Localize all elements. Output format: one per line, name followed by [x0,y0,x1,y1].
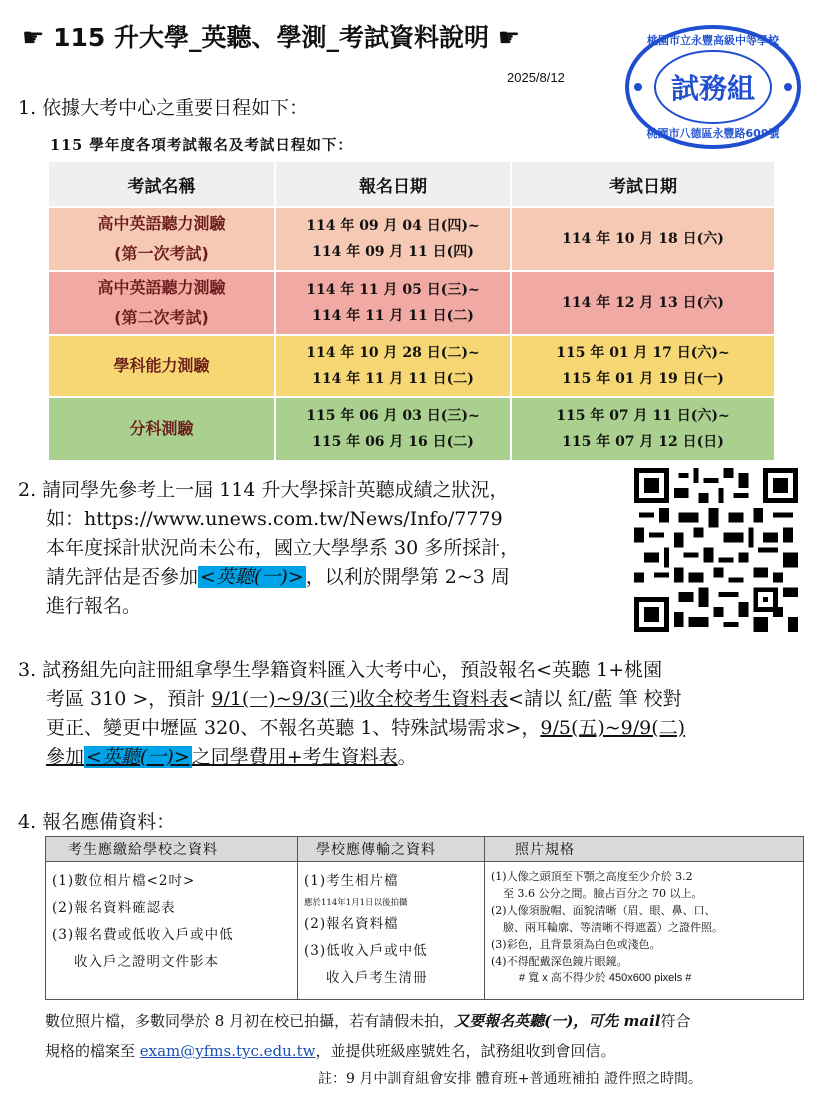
registration-date-cell: 114 年 11 月 05 日(三)~ 114 年 11 月 11 日(二) [275,271,511,335]
item-2: 2. 請同學先參考上一屆 114 升大學採計英聽成績之狀況， 如：https://www.unews.com.tw/News/Info/7779 本年度採計狀況尚未公布，國立大學學系 30 多所採計， 請先評估是否參加 <英聽(一)> ，以利於開學第 2~3 周 進行報名。 [18,479,520,617]
exam-date-cell: 115 年 01 月 17 日(六)~ 115 年 01 月 19 日(一) [511,335,775,397]
item-3: 3. 試務組先向註冊組拿學生學籍資料匯入大考中心，預設報名<英聽 1+桃園 考區 310 >，預計 9/1(一)~9/3(三)收全校考生資料表<請以 紅/藍 筆 校對 更正、變更中壢區 320、不報名英聽 1、特殊試場需求>，9/5(五)~9/9(二) 參加 <英聽(一)> 之同學費用+考生資料表。 [18,659,686,768]
schedule-header-exam: 考試日期 [511,161,775,207]
schedule-header-name: 考試名稱 [48,161,275,207]
exam-date-cell: 114 年 10 月 18 日(六) [511,207,775,271]
table-row [48,397,775,461]
item-1-text: 1. 依據大考中心之重要日程如下： [18,97,309,119]
table-row [48,335,775,397]
email-link[interactable]: exam@yfms.tyc.edu.tw [139,1042,316,1060]
photo-spec-cell: (1)人像之頭頂至下顎之高度至少介於 3.2 至 3.6 公分之間。臉占百分之 70 以上。 (2)人像須脫帽、面貌清晰（眉、眼、鼻、口、 臉、兩耳輪廓、等清晰不得遮蓋）之證件照。 (3)彩色，且背景須為白色或淺色。 (4)不得配戴深色鏡片眼鏡。 # 寬 x 高不得少於 450x600 pixels # [485,862,804,1000]
registration-date-cell: 115 年 06 月 03 日(三)~ 115 年 06 月 16 日(二) [275,397,511,461]
registration-date-cell: 114 年 10 月 28 日(二)~ 114 年 11 月 11 日(二) [275,335,511,397]
exam-name-cell: 學科能力測驗 [48,335,275,397]
req-header-student: 考生應繳給學校之資料 [46,837,298,862]
payment-period: 9/5(五)~9/9(二) [540,717,686,739]
exam-name-cell: 高中英語聽力測驗 (第一次考試) [48,207,275,271]
footnote: 註：9 月中訓育組會安排 體育班+普通班補拍 證件照之時間。 [318,1071,702,1087]
collection-period: 9/1(一)~9/3(三)收全校考生資料表 [211,688,509,710]
exam-name-cell: 高中英語聽力測驗 (第二次考試) [48,271,275,335]
svg-text:桃園市八德區永豐路609號: 桃園市八德區永豐路609號 [646,127,780,140]
qr-code[interactable] [634,468,798,632]
required-documents-table [45,836,804,1000]
exam-schedule-table [47,160,776,462]
highlight-english-listening: <英聽(一)> [86,746,190,768]
svg-text:試務組: 試務組 [670,72,756,105]
student-docs-cell: (1)數位相片檔<2吋> (2)報名資料確認表 (3)報名費或低收入戶或中低 收入戶之證明文件影本 [46,862,298,1000]
document-date: 2025/8/12 [507,70,565,85]
req-header-school: 學校應傳輸之資料 [298,837,485,862]
table-row [48,271,775,335]
exam-date-cell: 115 年 07 月 11 日(六)~ 115 年 07 月 12 日(日) [511,397,775,461]
item-4-text: 4. 報名應備資料： [18,811,176,833]
exam-date-cell: 114 年 12 月 13 日(六) [511,271,775,335]
reference-link[interactable]: 如：https://www.unews.com.tw/News/Info/7779 [46,508,503,530]
req-header-photo: 照片規格 [485,837,804,862]
page-title: ☛ 115 升大學_英聽、學測_考試資料說明 ☛ [22,23,521,52]
svg-text:桃園市立永豐高級中等學校: 桃園市立永豐高級中等學校 [647,34,779,47]
registration-date-cell: 114 年 09 月 04 日(四)~ 114 年 09 月 11 日(四) [275,207,511,271]
school-docs-cell: (1)考生相片檔 應於114年1月1日以後拍攝 (2)報名資料檔 (3)低收入戶或中低 收入戶考生清冊 [298,862,485,1000]
schedule-caption: 115 學年度各項考試報名及考試日程如下： [50,137,353,154]
highlight-english-listening: <英聽(一)> [200,566,304,588]
photo-instructions: 數位照片檔，多數同學於 8 月初在校已拍攝，若有請假未拍，又要報名英聽(一)，可先 mail符合 規格的檔案至 exam@yfms.tyc.edu.tw，並提供班級座號姓名，試務組收到會回信。 [45,1012,691,1060]
table-row [48,207,775,271]
exam-name-cell: 分科測驗 [48,397,275,461]
schedule-header-reg: 報名日期 [275,161,511,207]
office-seal [624,24,802,150]
